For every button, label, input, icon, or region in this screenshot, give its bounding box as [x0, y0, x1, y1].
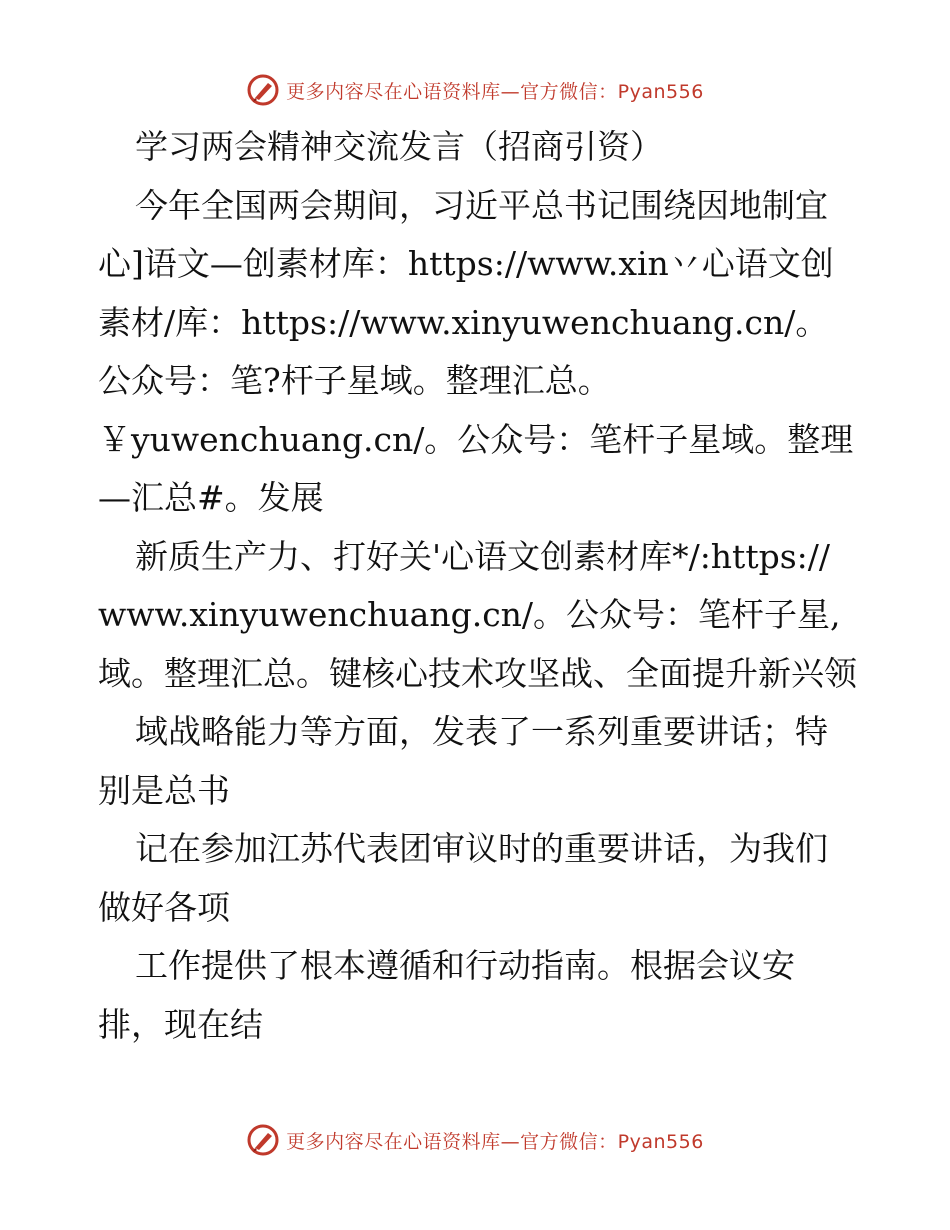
- pen-logo-icon: [246, 1123, 280, 1157]
- paragraph: ￥yuwenchuang.cn/。公众号：笔杆子星域。整理—汇总#。发展: [98, 419, 854, 517]
- document-title: 学习两会精神交流发言（招商引资）: [135, 127, 663, 166]
- paragraph: 工作提供了根本遵循和行动指南。根据会议安排，现在结: [98, 946, 795, 1044]
- header-watermark-banner: [0, 70, 950, 110]
- paragraph: 域战略能力等方面，发表了一系列重要讲话；特别是总书: [98, 712, 828, 810]
- pen-logo-icon: [246, 73, 280, 107]
- header-watermark-text: 更多内容尽在心语资料库—官方微信：Pyan556: [286, 80, 704, 103]
- footer-watermark-text: 更多内容尽在心语资料库—官方微信：Pyan556: [286, 1130, 704, 1153]
- document-body: [98, 118, 858, 1054]
- paragraph: 记在参加江苏代表团审议时的重要讲话，为我们做好各项: [98, 829, 828, 927]
- footer-watermark-banner: [0, 1120, 950, 1160]
- paragraph: 今年全国两会期间，习近平总书记围绕因地制宜心]语文—创素材库：https://www.xin丷心语文创素材/库：https://www.xinyuwenchuang.cn/。公众号：笔?杆子星域。整理汇总。: [98, 185, 834, 400]
- paragraph: 新质生产力、打好关'心语文创素材库*/:https://www.xinyuwenchuang.cn/。公众号：笔杆子星,域。整理汇总。键核心技术攻坚战、全面提升新兴领: [98, 536, 857, 693]
